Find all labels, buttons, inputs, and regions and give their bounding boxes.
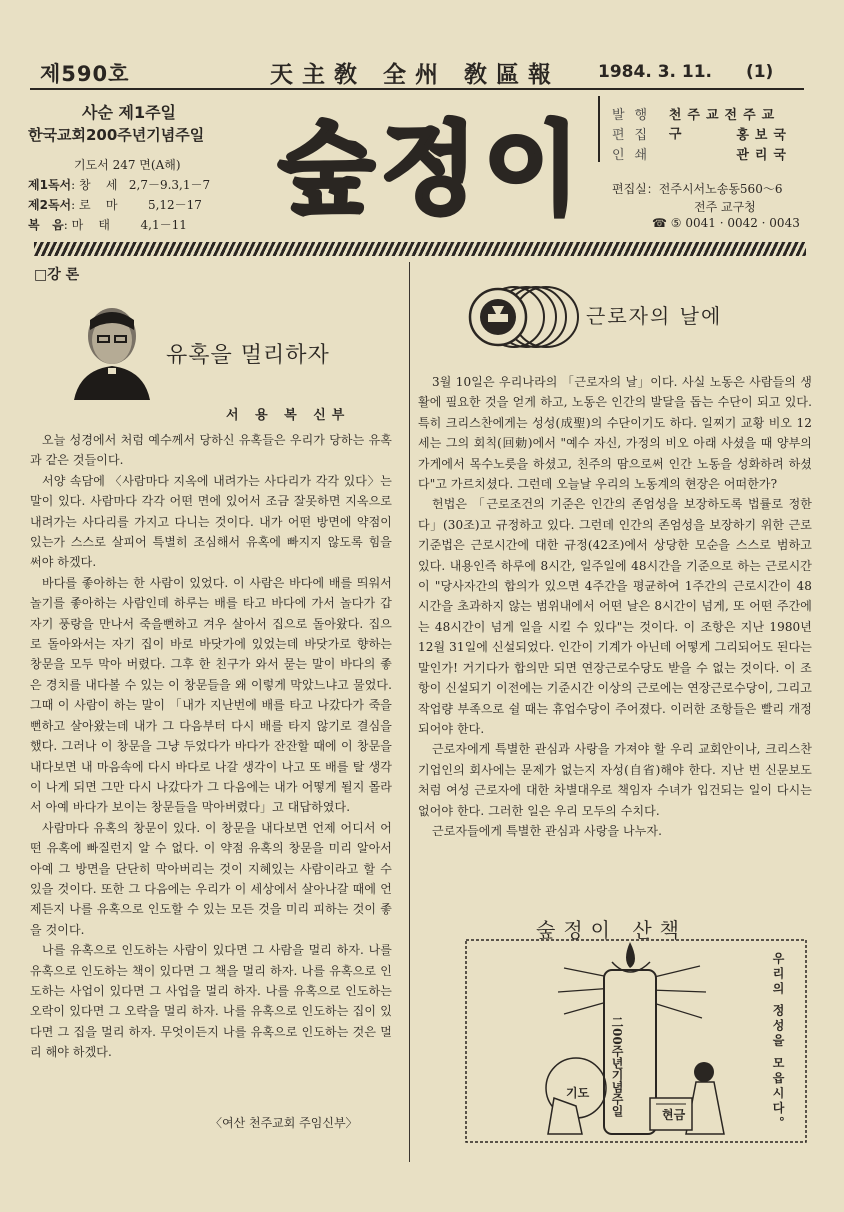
editorial-address: 편집실：전주시서노송동560～6 — [612, 182, 783, 196]
editorial-author: 서 용 복 신부 — [226, 408, 351, 423]
labor-paragraph: 근로자에게 특별한 관심과 사랑을 가져야 할 우리 교회안이나, 크리스찬 기업인의 회사에는 문제가 없는지 자성(自省)해야 한다. 지난 번 신문보도처럼 여성 근로자에 대한 차별대우로 책임자 수녀가 입건되는 일이 다시는 없어야 한다. 그러한 일은 우리 모두의 수치다. — [418, 742, 812, 818]
labor-body — [418, 372, 812, 841]
author-photo — [70, 300, 154, 400]
editorial-body — [30, 430, 392, 1063]
labor-paragraph: 근로자들에게 특별한 관심과 사랑을 나누자. — [432, 823, 663, 838]
top-rule — [30, 88, 804, 90]
labor-paragraph: 3월 10일은 우리나라의 「근로자의 날」이다. 사실 노동은 사람들의 생활에 필요한 것을 얻게 하고, 노동은 인간의 발달을 돕는 수단이 되고 있다. 특히 크리스찬에게는 성성(成聖)의 수단이기도 하다. 일찌기 교황 비오 12세는 그의 회칙(回勅)에서 "예수 자신, 가정의 비오 아래 사셨을 때 양부의 가게에서 목수노릇을 하셨고, 친주의 땀으로써 인간 노동을 성화하려 하셨다"고 가르치셨다. 그런데 오늘날 우리의 노동계의 현장은 어떠한가? — [418, 375, 812, 492]
candle-text: 二00주년기념주일 — [610, 1016, 624, 1117]
editorial-office: 전주 교구청 — [694, 200, 756, 214]
liturgy-anniversary: 한국교회200주년기념주일 — [28, 126, 205, 144]
editorial-paragraph: 나를 유혹으로 인도하는 사람이 있다면 그 사람을 멀리 하자. 나를 유혹으로 인도하는 책이 있다면 그 책을 멀리 하자. 나를 유혹으로 인도하는 사업이 있다면 그 사업을 멀리 하자. 나를 유혹으로 인도하는 오락이 있다면 그 오락을 멀리 하자. 나를 유혹으로 인도하는 집이 있다면 그 집을 멀리 하자. 무엇이든지 나를 유혹으로 인도하는 것은 멀리 해야 하겠다. — [30, 943, 392, 1060]
editorial-paragraph: 오늘 성경에서 처럼 예수께서 당하신 유혹들은 우리가 당하는 유혹과 같은 것들이다. — [30, 433, 392, 468]
labor-title: 근로자의 날에 — [586, 304, 723, 328]
walk-cartoon — [464, 938, 808, 1144]
walk-slogan: 우리의 정성을 모읍시다。 — [771, 952, 785, 1132]
publisher-row: 발행 천주교전주교구 — [612, 108, 781, 142]
editorial-paragraph: 서양 속담에 〈사람마다 지옥에 내려가는 사다리가 각각 있다〉는 말이 있다. 사람마다 각각 어떤 면에 있어서 조금 잘못하면 지옥으로 내려가는 사다리를 가지고 다니는 것이다. 내가 어떤 방면에 약점이 있는가 스스로 살피어 특별히 조심해서 유혹에 빠지지 않도록 힘을 써야 하겠다. — [30, 473, 392, 570]
reading-gospel: 복 음: 마 태 4,1－11 — [28, 218, 187, 232]
walk-title: 숲정이 산책 — [536, 918, 687, 942]
issue-date — [598, 62, 773, 82]
issue-number: 제590호 — [40, 62, 130, 86]
paper-title — [270, 92, 594, 232]
section-label: □강 론 — [34, 267, 80, 283]
labor-paragraph: 헌법은 「근로조건의 기준은 인간의 존엄성을 보장하도록 법률로 정한다」(30조)고 규정하고 있다. 그런데 인간의 존엄성을 보장하기 위한 근로기준법은 근로시간에 대한 규정(42조)에서 상당한 모순을 스스로 범하고 있다. 내용인즉 하루에 8시간, 일주일에 48시간을 기준으로 하는 근로시간이 "당사자간의 합의가 있으면 4주간을 평균하여 1주간의 근로시간이 48시간을 초과하지 않는 범위내에서 어떤 날은 8시간이 넘게, 또 어떤 주간에는 48시간이 넘게 일을 시킬 수 있다"는 것이다. 이 조항은 지난 1980년 12월 31일에 신설되었다. 인간이 기계가 아닌데 어떻게 그리되어도 된다는 말인가! 거기다가 합의만 되면 연장근로수당도 받을 수 없는 것이다. 이 조항이 신설되기 이전에는 기준시간 이상의 근로에는 연장근로수당이, 그리고 작업량 부족으로 쉴 때는 휴업수당이 주어졌다. 이러한 조항들은 빨리 개정되어야 한다. — [418, 497, 812, 736]
header-band — [34, 242, 806, 256]
printer-row: 인쇄 관리국 — [612, 148, 792, 163]
column-divider — [409, 262, 410, 1162]
labor-logo-icon — [462, 284, 582, 350]
editorial-paragraph: 바다를 좋아하는 한 사람이 있었다. 이 사람은 바다에 배를 띄워서 놀기를 좋아하는 사람인데 하루는 배를 타고 바다에 가서 놀다가 갑자기 풍랑을 만나서 죽을뻔하고 겨우 살아서 집으로 돌아왔다. 집으로 돌아와서는 자기 집이 바로 바닷가에 있었는데 바닷가로 향하는 창문을 모두 막아 버렸다. 그후 한 친구가 와서 묻는 말이 바다의 좋은 경치를 내다볼 수 있는 이 창문들을 왜 이렇게 막았느냐고 물었다. 그때 이 사람이 하는 말이 「내가 지난번에 배를 타고 나갔다가 죽을뻔하고 살아왔는데 내가 그 다음부터 다시 배를 타지 않기로 결심을 했다. 그러나 이 창문을 그냥 두었다가 바다가 잔잔할 때에 이 창문을 내다보면 내 마음속에 다시 바다로 나갈 생각이 나고 또 배를 탈 생각이 나게 되면 그만 다시 나갔다가 그 다음에는 내가 어떻게 될지 몰라서 아예 바다가 보이는 창문들을 막아버렸다」고 대답하였다. — [30, 575, 392, 815]
prayer-book-ref: 기도서 247 면(A해) — [74, 158, 181, 172]
date-text: 1984. 3. 11. — [598, 62, 713, 82]
editor-row: 편집 홍보국 — [612, 128, 792, 143]
cash-label: 현금 — [662, 1108, 686, 1122]
page-number: (1) — [745, 62, 774, 82]
reading-2: 제2독서: 로 마 5,12－17 — [28, 198, 202, 212]
liturgy-week: 사순 제1주일 — [82, 103, 176, 122]
phone-numbers: ☎ ⑤ 0041 · 0042 · 0043 — [652, 216, 800, 230]
publisher-divider — [598, 96, 600, 162]
editorial-source: 〈여산 천주교회 주임신부〉 — [210, 1116, 358, 1130]
newspaper-name: 天主敎 全州 敎區報 — [270, 61, 561, 88]
editorial-paragraph: 사람마다 유혹의 창문이 있다. 이 창문을 내다보면 언제 어디서 어떤 유혹에 빠질런지 알 수 없다. 이 약점 유혹의 창문을 미리 알아서 아예 그 방면을 단단히 막아버리는 것이 지혜있는 사람이라고 할 수 있을 것이다. 또한 그 다음에는 우리가 이 세상에서 살아나갈 때에 언제든지 나를 유혹으로 인도할 수 있는 모든 것을 미리 피하는 것이 좋을 것이다. — [30, 820, 392, 937]
editorial-title: 유혹을 멀리하자 — [166, 343, 330, 368]
reading-1: 제1독서: 창 세 2,7－9.3,1－7 — [28, 178, 211, 192]
prayer-label: 기도 — [566, 1086, 590, 1100]
paper-title-text: 숲정이 — [278, 111, 586, 228]
